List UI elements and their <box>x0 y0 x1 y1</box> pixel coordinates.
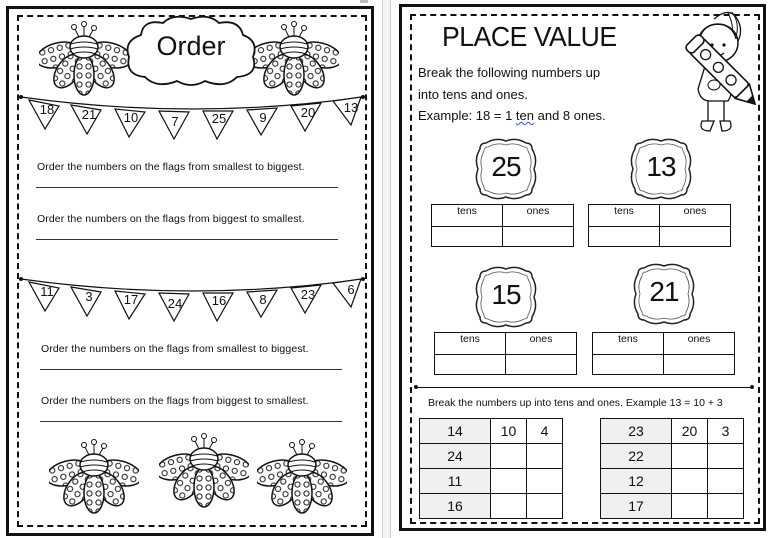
tens-cell[interactable] <box>491 444 527 469</box>
ones-header: ones <box>503 205 574 227</box>
instruction-biggest-to-smallest: Order the numbers on the flags from biggest to smallest. <box>37 213 305 225</box>
number-cell: 12 <box>601 469 672 494</box>
number-frame <box>632 262 696 326</box>
place-value-worksheet-page <box>399 4 766 531</box>
flag-number: 17 <box>123 292 139 307</box>
ones-header: ones <box>664 333 735 355</box>
tens-header: tens <box>432 205 503 227</box>
number-frame <box>474 137 538 201</box>
ones-cell[interactable]: 3 <box>708 419 744 444</box>
intro-text: Break the following numbers up <box>418 65 601 80</box>
instruction-biggest-to-smallest: Order the numbers on the flags from biggest to smallest. <box>41 395 309 407</box>
frame-number: 15 <box>491 279 521 310</box>
frame-number: 25 <box>491 151 521 182</box>
ones-header: ones <box>660 205 731 227</box>
section-divider <box>416 387 752 388</box>
example-text <box>418 108 606 123</box>
tens-cell[interactable] <box>672 444 708 469</box>
tens-answer-cell[interactable] <box>432 227 503 247</box>
answer-line[interactable] <box>40 421 342 422</box>
frame-number: 13 <box>646 151 676 182</box>
ones-cell[interactable] <box>708 469 744 494</box>
flag-number: 24 <box>167 296 183 311</box>
kid-with-pencil-icon <box>684 9 764 139</box>
page-title: PLACE VALUE <box>442 21 617 52</box>
flag-number: 9 <box>259 110 267 125</box>
break-instruction: Break the numbers up into tens and ones. Example 13 = 10 + 3 <box>428 397 723 409</box>
number-cell: 11 <box>420 469 491 494</box>
frame-number: 21 <box>649 276 679 307</box>
tens-cell[interactable]: 20 <box>672 419 708 444</box>
tens-answer-cell[interactable] <box>593 355 664 375</box>
ones-header: ones <box>506 333 577 355</box>
number-cell: 22 <box>601 444 672 469</box>
ones-cell[interactable] <box>527 469 563 494</box>
flag-number: 6 <box>347 282 355 297</box>
bee-icon <box>39 21 129 96</box>
page-title: Order <box>156 31 226 61</box>
flag-number: 10 <box>123 110 139 125</box>
ones-answer-cell[interactable] <box>503 227 574 247</box>
answer-line[interactable] <box>36 239 338 240</box>
number-cell: 23 <box>601 419 672 444</box>
tens-cell[interactable]: 10 <box>491 419 527 444</box>
flag-number: 11 <box>40 284 54 299</box>
window-edge-mark <box>360 0 368 3</box>
tens-cell[interactable] <box>672 469 708 494</box>
bee-icon <box>49 439 139 514</box>
tens-ones-table <box>434 332 577 375</box>
answer-line[interactable] <box>36 187 338 188</box>
tens-header: tens <box>435 333 506 355</box>
number-frame <box>474 265 538 329</box>
flag-bunting-bottom <box>19 275 367 325</box>
tens-ones-table <box>588 204 731 247</box>
flag-number: 3 <box>85 289 93 304</box>
split-table-right <box>600 418 744 519</box>
flag-number: 18 <box>39 102 55 117</box>
flag-number: 8 <box>259 292 267 307</box>
tens-ones-table <box>431 204 574 247</box>
example-prefix: Example: 18 = 1 <box>418 108 516 123</box>
ones-cell[interactable] <box>708 444 744 469</box>
number-cell: 16 <box>420 494 491 519</box>
spellcheck-word: ten <box>515 108 534 123</box>
ones-cell[interactable]: 4 <box>527 419 563 444</box>
intro-text: into tens and ones. <box>418 87 528 102</box>
ones-answer-cell[interactable] <box>506 355 577 375</box>
tens-cell[interactable] <box>491 494 527 519</box>
flag-number: 25 <box>211 111 227 126</box>
divider-dot <box>750 385 754 389</box>
number-frame <box>629 137 693 201</box>
instruction-smallest-to-biggest: Order the numbers on the flags from smallest to biggest. <box>41 343 309 355</box>
flag-number: 20 <box>300 105 316 120</box>
split-table-left <box>419 418 563 519</box>
flag-number: 16 <box>211 293 227 308</box>
divider-dot <box>414 385 418 389</box>
tens-ones-table <box>592 332 735 375</box>
ones-answer-cell[interactable] <box>660 227 731 247</box>
tens-header: tens <box>589 205 660 227</box>
tens-header: tens <box>593 333 664 355</box>
tens-answer-cell[interactable] <box>589 227 660 247</box>
number-cell: 24 <box>420 444 491 469</box>
bee-icon <box>257 439 347 514</box>
example-suffix: and 8 ones. <box>534 108 606 123</box>
tens-cell[interactable] <box>672 494 708 519</box>
ones-cell[interactable] <box>527 444 563 469</box>
flag-number: 21 <box>81 107 97 122</box>
order-worksheet-page <box>6 6 374 536</box>
flag-number: 7 <box>171 114 179 129</box>
answer-line[interactable] <box>40 369 342 370</box>
bee-icon <box>159 433 249 508</box>
flag-number: 13 <box>343 100 359 115</box>
page-divider <box>382 0 391 538</box>
flag-bunting-top <box>19 93 367 143</box>
flag-number: 23 <box>300 287 316 302</box>
number-cell: 14 <box>420 419 491 444</box>
ones-answer-cell[interactable] <box>664 355 735 375</box>
ones-cell[interactable] <box>708 494 744 519</box>
ones-cell[interactable] <box>527 494 563 519</box>
tens-answer-cell[interactable] <box>435 355 506 375</box>
tens-cell[interactable] <box>491 469 527 494</box>
bee-icon <box>249 21 339 96</box>
instruction-smallest-to-biggest: Order the numbers on the flags from smallest to biggest. <box>37 161 305 173</box>
number-cell: 17 <box>601 494 672 519</box>
